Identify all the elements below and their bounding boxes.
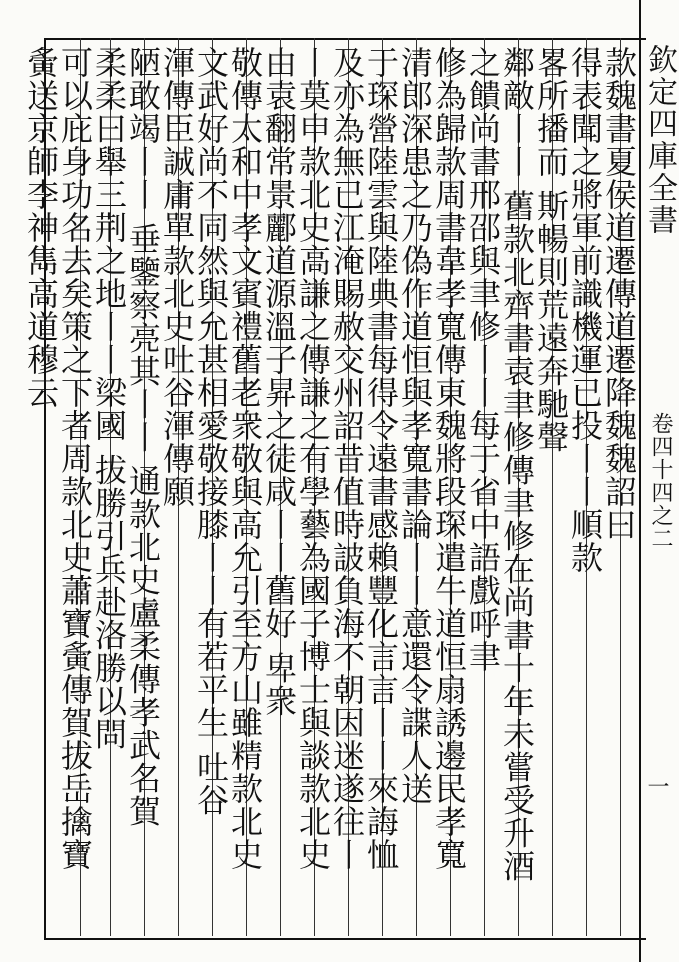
volume-label: 卷四十四之二 xyxy=(648,412,673,550)
margin-spine xyxy=(639,0,679,962)
text-column: 鄰敵丨丨 舊款北齊書袁聿修傳聿修在尚書十年未嘗受升酒 xyxy=(498,46,536,883)
text-column: 敬傳太和中孝文賓禮舊老衆敬與高允引至方山雖精款北史 xyxy=(226,46,264,871)
page-number: 一 xyxy=(644,775,669,797)
text-column: 于琛營陸雲與陸典書每得令遠書感賴豐化言言丨丨來誨恤 xyxy=(362,46,400,871)
text-column: 渾傳臣誠庸單款北史吐谷渾傳願 xyxy=(158,46,196,508)
book-title: 欽定四庫全書 xyxy=(642,44,677,236)
text-column: 文武好尚不同然與允甚相愛敬接膝丨丨有若平生 吐谷 xyxy=(192,46,230,817)
text-column: 修為歸款周書韋孝寬傳東魏將段琛遣牛道恒扇誘邊民孝寬 xyxy=(430,46,468,871)
text-column: 陋敢竭丨丨 垂鑒察亮其丨丨 通款北史盧柔傳孝武名賀 xyxy=(124,46,162,828)
text-column: 可以庇身功名去矣策之下者周款北史蕭寶夤傳賀拔岳擒寶 xyxy=(56,46,94,871)
text-column: 柔柔曰舉三荆之地丨丨梁國 拔勝引兵赴洛勝以問 xyxy=(90,46,128,751)
text-column: 由袁翻常景酈道源溫子昇之徒咸丨丨舊好 卑衆 xyxy=(260,46,298,718)
text-column: 畧所播而 斯暢則荒遠奔馳聲 xyxy=(532,46,570,454)
text-column: 款魏書夏侯道遷傳道遷降魏魏詔曰 xyxy=(600,46,638,541)
text-column: 及亦為無已江淹賜赦交州詔昔值時詖負海不朝因迷遂往丨 xyxy=(328,46,366,871)
text-column: 清郎深患之乃偽作道恒與孝寬書論丨丨意還令諜人送 xyxy=(396,46,434,805)
text-column: 丨莫申款北史高謙之傳謙之有學藝為國子博士與談款北史 xyxy=(294,46,332,871)
text-column: 得表聞之將軍前識機運已投丨丨順款 xyxy=(566,46,604,574)
text-column: 之饋尚書邢邵與聿修丨丨每于省中語戲呼聿 xyxy=(464,46,502,673)
text-column: 夤送京師李神雋高道穆云 xyxy=(22,46,60,409)
